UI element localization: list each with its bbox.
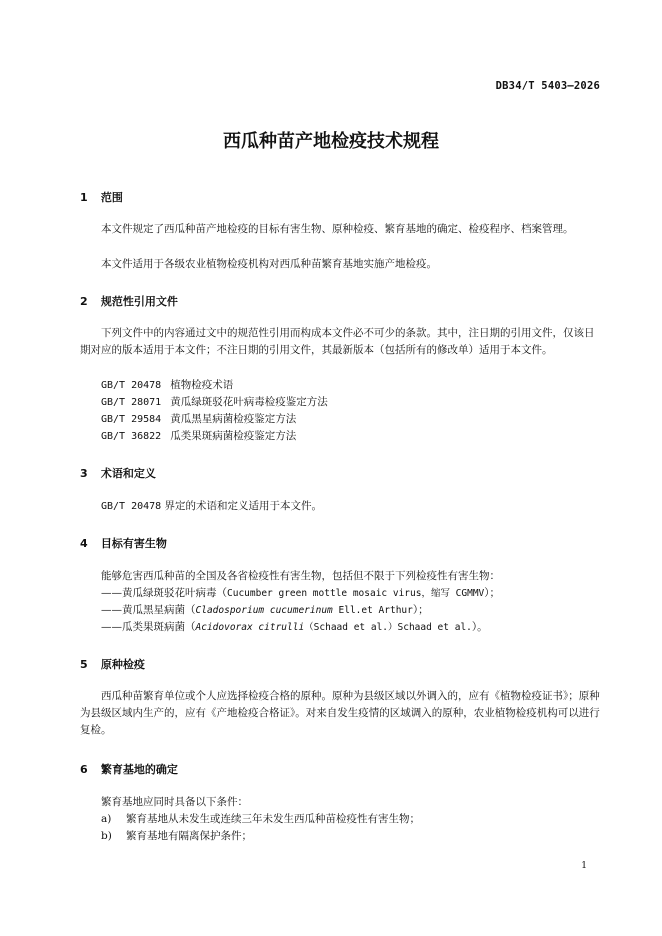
reference-item bbox=[101, 394, 328, 409]
document-title: 西瓜种苗产地检疫技术规程 bbox=[223, 131, 439, 152]
reference-title: 黄瓜绿斑驳花叶病毒检疫鉴定方法 bbox=[170, 396, 328, 408]
section-4-paragraph-1: 能够危害西瓜种苗的全国及各省检疫性有害生物，包括但不限于下列检疫性有害生物： bbox=[101, 570, 500, 582]
paragraph-text: 界定的术语和定义适用于本文件。 bbox=[161, 500, 323, 512]
reference-item bbox=[101, 428, 296, 443]
reference-code: GB/T 36822 bbox=[101, 431, 162, 442]
section-5-paragraph-1: 西瓜种苗繁育单位或个人应选择检疫合格的原种。原种为县级区域以外调入的，应有《植物检疫证书》；原种为县级区域内生产的，应有《产地检疫合格证》。对来自发生疫情的区域调入的原种，农业植物检疫机构可以进行复检。 bbox=[80, 690, 600, 736]
section-title: 规范性引用文件 bbox=[100, 295, 178, 308]
list-text: 繁育基地从未发生或连续三年未发生西瓜种苗检疫性有害生物； bbox=[126, 813, 420, 825]
section-3-heading bbox=[80, 465, 156, 481]
pest-item-cgmmv bbox=[101, 585, 500, 600]
section-1-paragraph-1: 本文件规定了西瓜种苗产地检疫的目标有害生物、原种检疫、繁育基地的确定、检疫程序、档案管理。 bbox=[101, 223, 574, 235]
reference-code: GB/T 29584 bbox=[101, 414, 162, 425]
section-3-paragraph-1 bbox=[101, 498, 322, 513]
section-title: 原种检疫 bbox=[100, 658, 145, 671]
section-5-heading bbox=[80, 656, 145, 672]
pest-suffix: ）。 bbox=[471, 621, 488, 633]
reference-item bbox=[101, 377, 233, 392]
section-2-paragraph-1: 下列文件中的内容通过文中的规范性引用而构成本文件必不可少的条款。其中，注日期的引用文件，仅该日期对应的版本适用于本文件；不注日期的引用文件，其最新版本（包括所有的修改单）适用于本文件。 bbox=[80, 327, 595, 356]
reference-item bbox=[101, 411, 296, 426]
section-6-paragraph-1: 繁育基地应同时具备以下条件： bbox=[101, 796, 248, 808]
pest-authority: Ell.et Arthur bbox=[332, 605, 413, 616]
section-number: 5 bbox=[80, 658, 88, 671]
section-number: 3 bbox=[80, 467, 88, 480]
section-title: 术语和定义 bbox=[100, 467, 156, 480]
section-title: 范围 bbox=[100, 191, 123, 204]
reference-title: 黄瓜黑星病菌检疫鉴定方法 bbox=[170, 413, 297, 425]
page-number: 1 bbox=[581, 861, 587, 871]
section-6-heading bbox=[80, 761, 178, 777]
reference-code: GB/T 28071 bbox=[101, 397, 162, 408]
pest-item-acidovorax bbox=[101, 619, 488, 634]
reference-title: 植物检疫术语 bbox=[170, 379, 234, 391]
pest-name: ——瓜类果斑病菌（ bbox=[101, 621, 196, 633]
section-1-heading bbox=[80, 189, 123, 205]
pest-name: ——黄瓜黑星病菌（ bbox=[101, 604, 196, 616]
pest-latin-name: Acidovorax citrulli bbox=[195, 622, 305, 633]
pest-item-cladosporium bbox=[101, 602, 429, 617]
pest-authority: （Schaad et al.）Schaad et al. bbox=[304, 622, 472, 633]
condition-item-b bbox=[101, 828, 252, 843]
reference-code: GB/T 20478 bbox=[101, 501, 162, 512]
list-text: 繁育基地有隔离保护条件； bbox=[126, 830, 252, 842]
reference-title: 瓜类果斑病菌检疫鉴定方法 bbox=[170, 430, 297, 442]
section-number: 6 bbox=[80, 763, 88, 776]
section-number: 4 bbox=[80, 537, 88, 550]
condition-item-a bbox=[101, 811, 420, 826]
list-label: b) bbox=[101, 830, 112, 842]
pest-name: ——黄瓜绿斑驳花叶病毒（ bbox=[101, 587, 227, 599]
section-title: 目标有害生物 bbox=[100, 537, 167, 550]
pest-latin-name: Cladosporium cucumerinum bbox=[195, 605, 333, 616]
pest-suffix: ）； bbox=[412, 604, 429, 616]
pest-suffix: ）； bbox=[484, 587, 501, 599]
pest-latin-name: Cucumber green mottle mosaic virus，缩写 CGMMV bbox=[227, 588, 485, 599]
list-label: a) bbox=[101, 813, 112, 825]
reference-code: GB/T 20478 bbox=[101, 380, 162, 391]
section-number: 1 bbox=[80, 191, 88, 204]
document-number: DB34/T 5403—2026 bbox=[495, 80, 600, 92]
section-title: 繁育基地的确定 bbox=[100, 763, 178, 776]
section-4-heading bbox=[80, 535, 167, 551]
section-number: 2 bbox=[80, 295, 88, 308]
section-1-paragraph-2: 本文件适用于各级农业植物检疫机构对西瓜种苗繁育基地实施产地检疫。 bbox=[101, 258, 437, 270]
section-2-heading bbox=[80, 293, 178, 309]
